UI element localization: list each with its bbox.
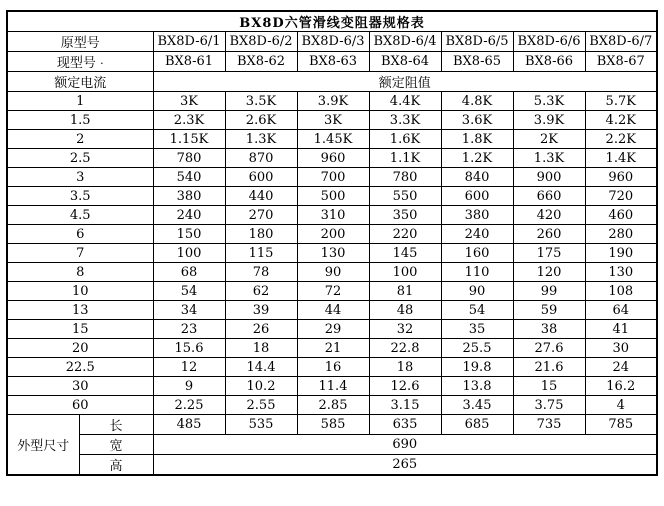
resistance-value-cell: 13.8 <box>441 377 513 396</box>
resistance-value-cell: 115 <box>225 244 297 263</box>
resistance-row <box>7 206 657 225</box>
dimension-height-row <box>7 455 657 476</box>
resistance-value-cell: 500 <box>297 187 369 206</box>
resistance-value-cell: 4.2K <box>585 111 657 130</box>
resistance-value-cell: 68 <box>153 263 225 282</box>
resistance-value-cell: 14.4 <box>225 358 297 377</box>
resistance-value-cell: 64 <box>585 301 657 320</box>
resistance-value-cell: 44 <box>297 301 369 320</box>
resistance-value-cell: 22.8 <box>369 339 441 358</box>
resistance-value-cell: 350 <box>369 206 441 225</box>
resistance-value-cell: 1.8K <box>441 130 513 149</box>
resistance-value-cell: 15 <box>513 377 585 396</box>
old-model-cell: BX8D-6/2 <box>225 32 297 52</box>
resistance-value-cell: 1.3K <box>225 130 297 149</box>
resistance-value-cell: 3.75 <box>513 396 585 415</box>
resistance-value-cell: 280 <box>585 225 657 244</box>
resistance-value-cell: 16 <box>297 358 369 377</box>
resistance-value-cell: 4 <box>585 396 657 415</box>
resistance-value-cell: 32 <box>369 320 441 339</box>
resistance-row <box>7 92 657 111</box>
resistance-value-cell: 700 <box>297 168 369 187</box>
resistance-row <box>7 282 657 301</box>
resistance-value-cell: 10.2 <box>225 377 297 396</box>
resistance-value-cell: 540 <box>153 168 225 187</box>
resistance-value-cell: 175 <box>513 244 585 263</box>
resistance-body <box>7 92 657 415</box>
old-model-cell: BX8D-6/5 <box>441 32 513 52</box>
new-model-label <box>7 52 153 72</box>
old-model-cell: BX8D-6/6 <box>513 32 585 52</box>
resistance-value-cell: 460 <box>585 206 657 225</box>
resistance-value-cell: 240 <box>441 225 513 244</box>
resistance-value-cell: 1.6K <box>369 130 441 149</box>
resistance-value-cell: 200 <box>297 225 369 244</box>
resistance-value-cell: 840 <box>441 168 513 187</box>
length-label: 长 <box>79 415 153 435</box>
resistance-value-cell: 130 <box>297 244 369 263</box>
new-model-label-text: 现型号 <box>56 56 96 71</box>
rated-current-value: 1.5 <box>7 111 153 130</box>
rated-current-value: 10 <box>7 282 153 301</box>
new-model-cell: BX8-66 <box>513 52 585 72</box>
resistance-value-cell: 380 <box>153 187 225 206</box>
resistance-value-cell: 18 <box>225 339 297 358</box>
resistance-value-cell: 39 <box>225 301 297 320</box>
resistance-value-cell: 960 <box>297 149 369 168</box>
resistance-value-cell: 9 <box>153 377 225 396</box>
rated-resistance-label: 额定阻值 <box>153 72 657 92</box>
rated-current-value: 30 <box>7 377 153 396</box>
resistance-value-cell: 190 <box>585 244 657 263</box>
resistance-value-cell: 21.6 <box>513 358 585 377</box>
resistance-value-cell: 780 <box>153 149 225 168</box>
length-value-cell: 785 <box>585 415 657 435</box>
resistance-value-cell: 260 <box>513 225 585 244</box>
rated-current-value: 20 <box>7 339 153 358</box>
resistance-value-cell: 380 <box>441 206 513 225</box>
width-label: 宽 <box>79 435 153 455</box>
new-model-cell: BX8-67 <box>585 52 657 72</box>
height-value-cell: 265 <box>153 455 657 476</box>
resistance-value-cell: 18 <box>369 358 441 377</box>
rated-current-value: 2 <box>7 130 153 149</box>
old-model-cell: BX8D-6/1 <box>153 32 225 52</box>
resistance-value-cell: 108 <box>585 282 657 301</box>
width-value-cell: 690 <box>153 435 657 455</box>
resistance-value-cell: 11.4 <box>297 377 369 396</box>
resistance-value-cell: 1.15K <box>153 130 225 149</box>
new-model-row <box>7 52 657 72</box>
new-model-cell: BX8-64 <box>369 52 441 72</box>
dimension-width-row <box>7 435 657 455</box>
rated-current-value: 60 <box>7 396 153 415</box>
resistance-value-cell: 23 <box>153 320 225 339</box>
resistance-value-cell: 81 <box>369 282 441 301</box>
rated-current-value: 7 <box>7 244 153 263</box>
resistance-value-cell: 1.1K <box>369 149 441 168</box>
resistance-value-cell: 2K <box>513 130 585 149</box>
resistance-value-cell: 25.5 <box>441 339 513 358</box>
length-value-cell: 485 <box>153 415 225 435</box>
rated-current-label: 额定电流 <box>7 72 153 92</box>
resistance-value-cell: 145 <box>369 244 441 263</box>
resistance-row <box>7 377 657 396</box>
old-model-cell: BX8D-6/4 <box>369 32 441 52</box>
resistance-value-cell: 2.3K <box>153 111 225 130</box>
outline-dimension-label: 外型尺寸 <box>7 415 79 476</box>
resistance-value-cell: 100 <box>153 244 225 263</box>
resistance-value-cell: 3.3K <box>369 111 441 130</box>
new-model-cell: BX8-61 <box>153 52 225 72</box>
length-value-cell: 635 <box>369 415 441 435</box>
resistance-value-cell: 220 <box>369 225 441 244</box>
resistance-value-cell: 12 <box>153 358 225 377</box>
stray-dot-mark: · <box>100 57 104 70</box>
rated-current-value: 8 <box>7 263 153 282</box>
resistance-value-cell: 72 <box>297 282 369 301</box>
length-value-cell: 535 <box>225 415 297 435</box>
resistance-value-cell: 3.9K <box>513 111 585 130</box>
rated-current-value: 3 <box>7 168 153 187</box>
resistance-value-cell: 270 <box>225 206 297 225</box>
resistance-value-cell: 960 <box>585 168 657 187</box>
resistance-value-cell: 12.6 <box>369 377 441 396</box>
resistance-row <box>7 339 657 358</box>
resistance-value-cell: 1.4K <box>585 149 657 168</box>
resistance-value-cell: 900 <box>513 168 585 187</box>
resistance-value-cell: 2.55 <box>225 396 297 415</box>
resistance-value-cell: 21 <box>297 339 369 358</box>
resistance-value-cell: 720 <box>585 187 657 206</box>
resistance-value-cell: 110 <box>441 263 513 282</box>
resistance-value-cell: 550 <box>369 187 441 206</box>
resistance-value-cell: 310 <box>297 206 369 225</box>
resistance-row <box>7 396 657 415</box>
resistance-value-cell: 26 <box>225 320 297 339</box>
resistance-value-cell: 5.7K <box>585 92 657 111</box>
rated-current-value: 15 <box>7 320 153 339</box>
resistance-value-cell: 54 <box>441 301 513 320</box>
resistance-value-cell: 600 <box>225 168 297 187</box>
resistance-value-cell: 600 <box>441 187 513 206</box>
resistance-value-cell: 48 <box>369 301 441 320</box>
resistance-row <box>7 301 657 320</box>
rated-current-value: 6 <box>7 225 153 244</box>
resistance-value-cell: 1.3K <box>513 149 585 168</box>
resistance-value-cell: 2.25 <box>153 396 225 415</box>
resistance-value-cell: 4.4K <box>369 92 441 111</box>
resistance-value-cell: 27.6 <box>513 339 585 358</box>
resistance-value-cell: 3.9K <box>297 92 369 111</box>
title-row <box>7 11 657 32</box>
rated-current-value: 1 <box>7 92 153 111</box>
resistance-value-cell: 24 <box>585 358 657 377</box>
resistance-value-cell: 16.2 <box>585 377 657 396</box>
rated-current-value: 13 <box>7 301 153 320</box>
table-title: BX8D六管滑线变阻器规格表 <box>7 11 657 32</box>
rated-current-value: 22.5 <box>7 358 153 377</box>
old-model-label: 原型号 <box>7 32 153 52</box>
resistance-value-cell: 15.6 <box>153 339 225 358</box>
resistance-value-cell: 1.45K <box>297 130 369 149</box>
resistance-value-cell: 90 <box>441 282 513 301</box>
length-value-cell: 585 <box>297 415 369 435</box>
resistance-row <box>7 244 657 263</box>
new-model-cell: BX8-62 <box>225 52 297 72</box>
dimension-length-row <box>7 415 657 435</box>
resistance-value-cell: 59 <box>513 301 585 320</box>
resistance-row <box>7 111 657 130</box>
resistance-value-cell: 870 <box>225 149 297 168</box>
resistance-row <box>7 320 657 339</box>
resistance-value-cell: 30 <box>585 339 657 358</box>
resistance-value-cell: 29 <box>297 320 369 339</box>
resistance-value-cell: 34 <box>153 301 225 320</box>
resistance-value-cell: 120 <box>513 263 585 282</box>
resistance-value-cell: 420 <box>513 206 585 225</box>
resistance-row <box>7 168 657 187</box>
resistance-row <box>7 187 657 206</box>
resistance-value-cell: 1.2K <box>441 149 513 168</box>
resistance-row <box>7 130 657 149</box>
resistance-value-cell: 3.6K <box>441 111 513 130</box>
old-model-cell: BX8D-6/7 <box>585 32 657 52</box>
spec-table <box>6 10 658 476</box>
resistance-value-cell: 660 <box>513 187 585 206</box>
rated-current-value: 4.5 <box>7 206 153 225</box>
resistance-value-cell: 35 <box>441 320 513 339</box>
resistance-value-cell: 99 <box>513 282 585 301</box>
resistance-value-cell: 2.2K <box>585 130 657 149</box>
resistance-row <box>7 225 657 244</box>
new-model-cell: BX8-65 <box>441 52 513 72</box>
resistance-value-cell: 100 <box>369 263 441 282</box>
resistance-value-cell: 130 <box>585 263 657 282</box>
resistance-value-cell: 160 <box>441 244 513 263</box>
resistance-value-cell: 41 <box>585 320 657 339</box>
rated-header-row <box>7 72 657 92</box>
old-model-row <box>7 32 657 52</box>
resistance-value-cell: 3K <box>297 111 369 130</box>
new-model-cell: BX8-63 <box>297 52 369 72</box>
resistance-row <box>7 263 657 282</box>
resistance-value-cell: 440 <box>225 187 297 206</box>
resistance-value-cell: 78 <box>225 263 297 282</box>
resistance-value-cell: 3.15 <box>369 396 441 415</box>
resistance-value-cell: 2.85 <box>297 396 369 415</box>
height-label: 高 <box>79 455 153 476</box>
resistance-value-cell: 4.8K <box>441 92 513 111</box>
old-model-cell: BX8D-6/3 <box>297 32 369 52</box>
rated-current-value: 2.5 <box>7 149 153 168</box>
resistance-value-cell: 3.45 <box>441 396 513 415</box>
length-value-cell: 735 <box>513 415 585 435</box>
resistance-value-cell: 19.8 <box>441 358 513 377</box>
resistance-value-cell: 54 <box>153 282 225 301</box>
resistance-row <box>7 149 657 168</box>
resistance-row <box>7 358 657 377</box>
resistance-value-cell: 90 <box>297 263 369 282</box>
resistance-value-cell: 150 <box>153 225 225 244</box>
resistance-value-cell: 5.3K <box>513 92 585 111</box>
resistance-value-cell: 38 <box>513 320 585 339</box>
length-value-cell: 685 <box>441 415 513 435</box>
resistance-value-cell: 62 <box>225 282 297 301</box>
rated-current-value: 3.5 <box>7 187 153 206</box>
resistance-value-cell: 3.5K <box>225 92 297 111</box>
resistance-value-cell: 780 <box>369 168 441 187</box>
resistance-value-cell: 180 <box>225 225 297 244</box>
resistance-value-cell: 2.6K <box>225 111 297 130</box>
resistance-value-cell: 3K <box>153 92 225 111</box>
resistance-value-cell: 240 <box>153 206 225 225</box>
